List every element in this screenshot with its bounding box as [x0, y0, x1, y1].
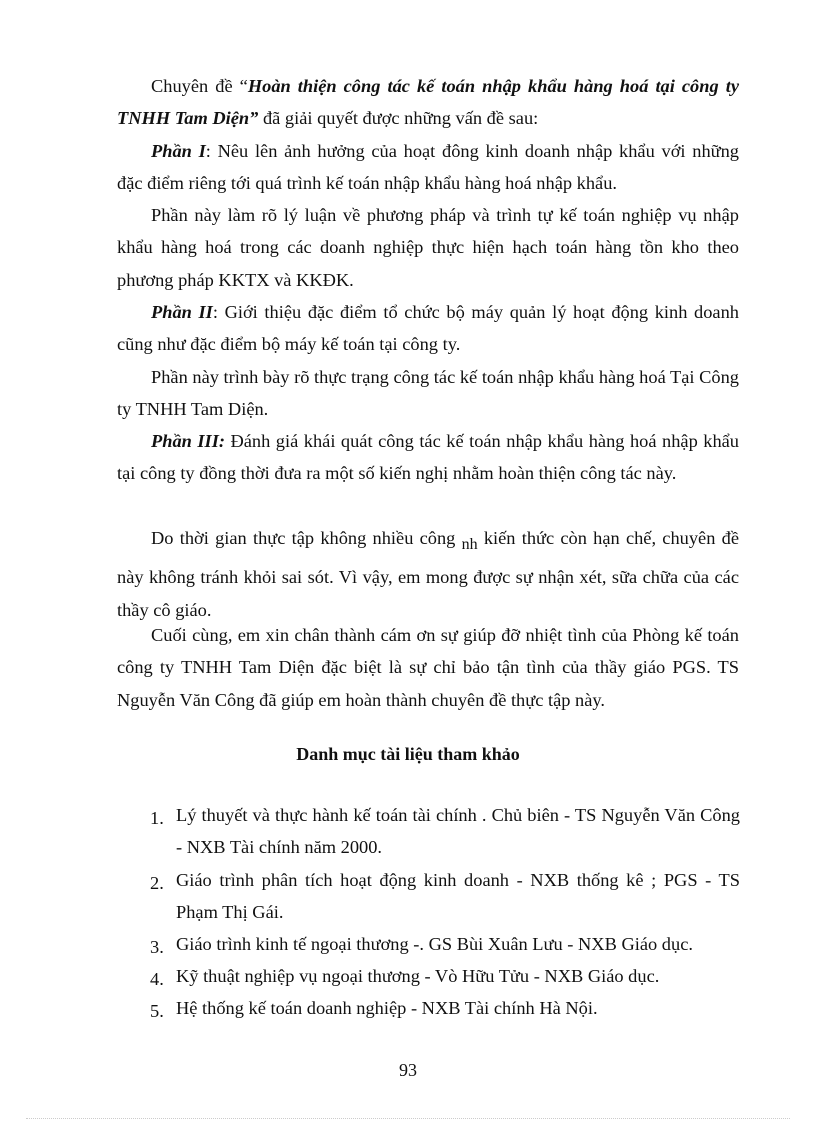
part-1-text: : Nêu lên ảnh hưởng của hoạt đông kinh doanh nhập khẩu với những đặc điểm riêng tới quá trình kế toán nhập khẩu hàng hoá nhập khẩu.	[117, 141, 740, 194]
reference-number: 1.	[150, 808, 164, 828]
reference-number: 3.	[150, 937, 164, 957]
thesis-title: Hoàn thiện công tác kế toán nhập khẩu hàng hoá tại công ty TNHH Tam Diện”	[117, 76, 739, 129]
limitations-text-end: kiến thức còn hạn chế, chuyên đề này không tránh khỏi sai sót. Vì vậy, em mong được sự nhận xét, sữa chữa của các thầy cô giáo.	[117, 528, 739, 620]
part-1-detail-text: Phần này làm rõ lý luận về phương pháp và trình tự kế toán nghiệp vụ nhập khẩu hàng hoá trong các doanh nghiệp thực hiện hạch toán hàng tồn kho theo phương pháp KKTX và KKĐK.	[117, 205, 739, 290]
reference-text: Giáo trình phân tích hoạt động kinh doanh - NXB thống kê ; PGS - TS Phạm Thị Gái.	[176, 870, 740, 923]
part-3-paragraph	[117, 425, 739, 490]
part-2-detail-text: Phần này trình bày rõ thực trạng công tác kế toán nhập khẩu hàng hoá Tại Công ty TNHH Tam Diện.	[117, 367, 739, 420]
reference-text: Kỹ thuật nghiệp vụ ngoại thương - Vò Hữu Tửu - NXB Giáo dục.	[176, 966, 660, 986]
part-3-text: Đánh giá khái quát công tác kế toán nhập khẩu hàng hoá nhập khẩu tại công ty đồng thời đưa ra một số kiến nghị nhằm hoàn thiện công tác này.	[117, 431, 740, 484]
reference-number: 2.	[150, 873, 164, 893]
intro-text: Chuyên đề “	[151, 76, 248, 96]
references-heading: Danh mục tài liệu tham khảo	[296, 744, 520, 764]
reference-text: Hệ thống kế toán doanh nghiệp - NXB Tài chính Hà Nội.	[176, 998, 598, 1018]
reference-text: Giáo trình kinh tế ngoại thương -. GS Bùi Xuân Lưu - NXB Giáo dục.	[176, 934, 693, 954]
reference-item	[150, 864, 740, 929]
part-2-text: : Giới thiệu đặc điểm tổ chức bộ máy quản lý hoạt động kinh doanh cũng như đặc điểm bộ máy kế toán tại công ty.	[117, 302, 739, 355]
reference-item	[150, 992, 740, 1024]
part-1-paragraph	[117, 135, 739, 200]
stray-fragment: nh	[461, 536, 478, 553]
part-3-label: Phần III:	[151, 431, 225, 451]
intro-text-end: đã giải quyết được những vấn đề sau:	[258, 108, 539, 129]
page-number: 93	[399, 1060, 417, 1080]
part-1-detail-paragraph	[117, 199, 739, 296]
reference-item	[150, 928, 740, 960]
limitations-text: Do thời gian thực tập không nhiều công	[151, 528, 456, 548]
part-2-paragraph	[117, 296, 739, 361]
reference-number: 5.	[150, 1001, 164, 1021]
page-bottom-divider	[26, 1118, 790, 1119]
intro-paragraph	[117, 70, 739, 135]
reference-text: Lý thuyết và thực hành kế toán tài chính . Chủ biên - TS Nguyễn Văn Công - NXB Tài chính năm 2000.	[176, 805, 740, 858]
acknowledgement-paragraph	[117, 619, 739, 716]
part-2-detail-paragraph	[117, 361, 739, 426]
reference-item	[150, 960, 740, 992]
reference-item	[150, 799, 740, 864]
limitations-paragraph	[117, 522, 739, 626]
acknowledgement-text: Cuối cùng, em xin chân thành cám ơn sự giúp đỡ nhiệt tình của Phòng kế toán công ty TNHH Tam Diện đặc biệt là sự chỉ bảo tận tình của thầy giáo PGS. TS Nguyễn Văn Công đã giúp em hoàn thành chuyên đề thực tập này.	[117, 625, 739, 710]
part-2-label: Phần II	[151, 302, 213, 322]
part-1-label: Phần I	[151, 141, 206, 161]
reference-number: 4.	[150, 969, 164, 989]
